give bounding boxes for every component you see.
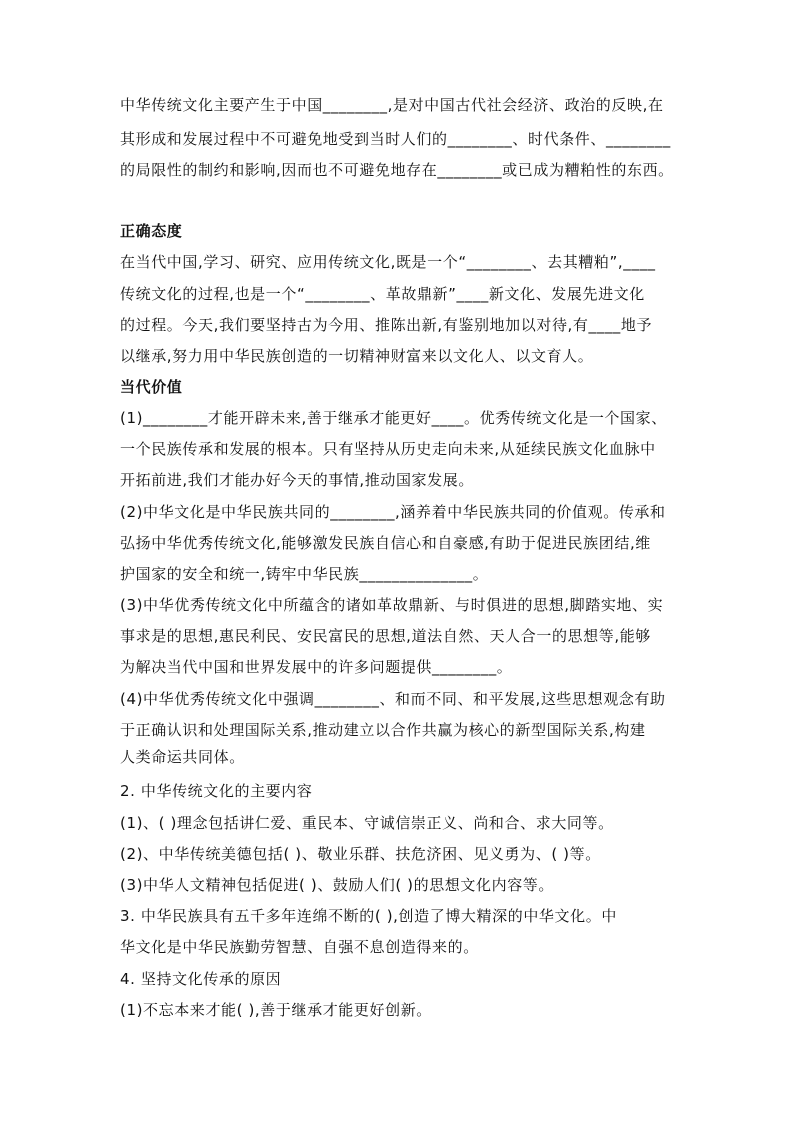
paragraph-line: 护国家的安全和统一,铸牢中华民族______________。 — [120, 565, 489, 583]
paragraph-line: (1)、( )理念包括讲仁爱、重民本、守诚信崇正义、尚和合、求大同等。 — [120, 814, 614, 832]
paragraph-line: (2)、中华传统美德包括( )、敬业乐群、扶危济困、见义勇为、( )等。 — [120, 845, 601, 863]
paragraph-line: 一个民族传承和发展的根本。只有坚持从历史走向未来,从延续民族文化血脉中 — [120, 440, 656, 458]
numbered-heading: 2. 中华传统文化的主要内容 — [120, 782, 313, 800]
paragraph-line: 人类命运共同体。 — [120, 748, 245, 766]
paragraph-line: 华文化是中华民族勤劳智慧、自强不息创造得来的。 — [120, 938, 479, 956]
section-heading-contemporary-value: 当代价值 — [120, 378, 183, 396]
numbered-heading: 4. 坚持文化传承的原因 — [120, 970, 282, 988]
paragraph-line: (1)不忘本来才能( ),善于继承才能更好创新。 — [120, 1001, 432, 1019]
paragraph-line: 传统文化的过程,也是一个“________、革故鼎新”____新文化、发展先进文化 — [120, 285, 645, 303]
paragraph-line: 的局限性的制约和影响,因而也不可避免地存在________或已成为糟粕性的东西。 — [120, 161, 674, 179]
paragraph-line: 以继承,努力用中华民族创造的一切精神财富来以文化人、以文育人。 — [120, 347, 594, 365]
paragraph-line: 中华传统文化主要产生于中国________,是对中国古代社会经济、政治的反映,在 — [120, 96, 664, 114]
paragraph-line: 事求是的思想,惠民利民、安民富民的思想,道法自然、天人合一的思想等,能够 — [120, 627, 651, 645]
paragraph-line: (1)________才能开辟未来,善于继承才能更好____。优秀传统文化是一个国家、 — [120, 409, 667, 427]
paragraph-line: (2)中华文化是中华民族共同的________,涵养着中华民族共同的价值观。传承和 — [120, 503, 666, 521]
paragraph-line: (3)中华优秀传统文化中所蕴含的诸如革故鼎新、与时俱进的思想,脚踏实地、实 — [120, 596, 664, 614]
paragraph-line: 的过程。今天,我们要坚持古为今用、推陈出新,有鉴别地加以对待,有____地予 — [120, 316, 653, 334]
paragraph-line: (3)中华人文精神包括促进( )、鼓励人们( )的思想文化内容等。 — [120, 876, 554, 894]
section-heading-correct-attitude: 正确态度 — [120, 222, 183, 240]
paragraph-line: (4)中华优秀传统文化中强调________、和而不同、和平发展,这些思想观念有助 — [120, 690, 666, 708]
paragraph-line: 开拓前进,我们才能办好今天的事情,推动国家发展。 — [120, 471, 474, 489]
paragraph-line: 弘扬中华优秀传统文化,能够激发民族自信心和自豪感,有助于促进民族团结,维 — [120, 534, 651, 552]
paragraph-line: 3. 中华民族具有五千多年连绵不断的( ),创造了博大精深的中华文化。中 — [120, 907, 617, 925]
paragraph-line: 其形成和发展过程中不可避免地受到当时人们的________、时代条件、________ — [120, 130, 671, 148]
paragraph-line: 为解决当代中国和世界发展中的许多问题提供________。 — [120, 658, 513, 676]
paragraph-line: 于正确认识和处理国际关系,推动建立以合作共赢为核心的新型国际关系,构建 — [120, 721, 646, 739]
paragraph-line: 在当代中国,学习、研究、应用传统文化,既是一个“________、去其糟粕”,____ — [120, 253, 656, 271]
